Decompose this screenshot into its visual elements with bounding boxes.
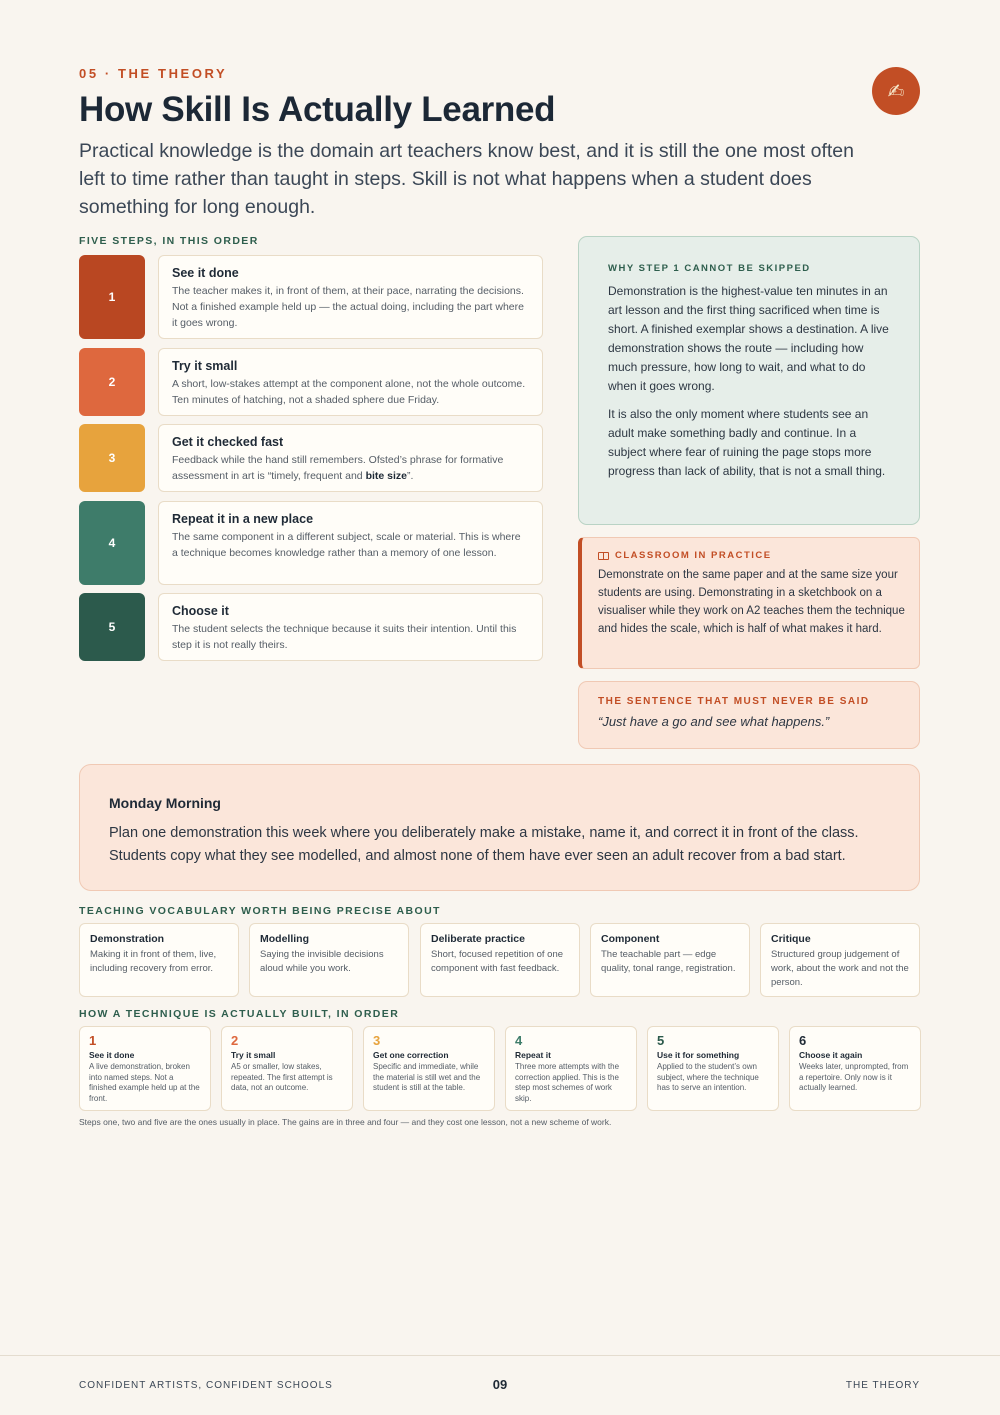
build-step-card	[221, 1026, 353, 1111]
vocab-definition: Saying the invisible decisions aloud while you work.	[260, 949, 384, 974]
never-said-callout	[578, 681, 920, 749]
never-quote: “Just have a go and see what happens.”	[598, 714, 830, 729]
step-title: Get it checked fast	[172, 435, 284, 449]
step-body: The student selects the technique because it suits their intention. Until this step it is not really theirs.	[172, 623, 517, 651]
step-card	[158, 501, 543, 585]
build-label: HOW A TECHNIQUE IS ACTUALLY BUILT, IN ORDER	[79, 1008, 400, 1020]
footer-section-name: THE THEORY	[845, 1380, 920, 1391]
step-card	[158, 424, 543, 492]
build-footnote: Steps one, two and five are the ones usually in place. The gains are in three and four — and they cost one lesson, not a new scheme of work.	[79, 1117, 612, 1127]
monday-morning-box	[79, 764, 920, 891]
step-item	[79, 501, 543, 585]
build-step-title: Repeat it	[515, 1050, 551, 1060]
monday-title: Monday Morning	[109, 795, 221, 811]
vocab-card	[590, 923, 750, 997]
step-body: The same component in a different subject, scale or material. This is where a technique becomes knowledge rather than a memory of one lesson.	[172, 531, 521, 559]
build-step-card	[79, 1026, 211, 1111]
practice-body: Demonstrate on the same paper and at the same size your students are using. Demonstrating in a sketchbook on a visualiser while they work on A2 teaches them the technique and hides the scale, which is half of what makes it hard.	[598, 569, 905, 635]
classroom-practice-callout	[578, 537, 920, 669]
build-step-card	[363, 1026, 495, 1111]
step-card	[158, 255, 543, 339]
step-title: See it done	[172, 266, 239, 280]
vocab-definition: The teachable part — edge quality, tonal range, registration.	[601, 949, 736, 974]
step-item	[79, 593, 543, 661]
build-step-body: A5 or smaller, low stakes, repeated. The first attempt is data, not an outcome.	[231, 1062, 333, 1092]
footer-divider	[0, 1355, 1000, 1356]
build-step-number: 1	[89, 1033, 97, 1048]
why-panel	[578, 236, 920, 525]
step-body	[172, 452, 528, 484]
step-item	[79, 424, 543, 492]
vocab-definition: Structured group judgement of work, about the work and not the person.	[771, 949, 909, 988]
step-card	[158, 593, 543, 661]
build-step-card	[505, 1026, 637, 1111]
build-step-body: Applied to the student’s own subject, where the technique has to serve an intention.	[657, 1062, 759, 1092]
build-step-number: 2	[231, 1033, 239, 1048]
never-label: THE SENTENCE THAT MUST NEVER BE SAID	[598, 696, 870, 707]
build-step-number: 5	[657, 1033, 665, 1048]
build-step-card	[647, 1026, 779, 1111]
build-step-title: Use it for something	[657, 1050, 740, 1060]
intro-paragraph: Practical knowledge is the domain art teachers know best, and it is still the one most often left to time rather than taught in steps. Skill is not what happens when a student does something for long enough.	[79, 140, 854, 218]
step-body-text: Feedback while the hand still remembers. Ofsted’s phrase for formative assessment in art is “timely, frequent and	[172, 454, 504, 482]
vocab-label: TEACHING VOCABULARY WORTH BEING PRECISE ABOUT	[79, 905, 441, 917]
build-step-card	[789, 1026, 921, 1111]
build-step-title: See it done	[89, 1050, 135, 1060]
step-body-text-end: ”.	[407, 470, 414, 482]
section-eyebrow: 05 · THE THEORY	[79, 66, 228, 81]
step-number: 5	[79, 593, 145, 661]
vocab-term: Component	[601, 933, 660, 945]
build-step-body: Three more attempts with the correction applied. This is the step most schemes of work skip.	[515, 1062, 620, 1103]
footer-publication-title: CONFIDENT ARTISTS, CONFIDENT SCHOOLS	[79, 1380, 333, 1391]
vocab-term: Deliberate practice	[431, 933, 525, 945]
step-number: 2	[79, 348, 145, 416]
vocab-card	[420, 923, 580, 997]
build-step-number: 6	[799, 1033, 807, 1048]
step-title: Choose it	[172, 604, 229, 618]
vocab-term: Critique	[771, 933, 811, 945]
step-title: Repeat it in a new place	[172, 512, 314, 526]
build-step-number: 4	[515, 1033, 523, 1048]
step-card	[158, 348, 543, 416]
step-body: A short, low-stakes attempt at the component alone, not the whole outcome. Ten minutes of hatching, not a shaded sphere due Friday.	[172, 378, 526, 406]
build-step-number: 3	[373, 1033, 381, 1048]
step-number: 3	[79, 424, 145, 492]
vocab-definition: Short, focused repetition of one component with fast feedback.	[431, 949, 564, 974]
vocab-term: Demonstration	[90, 933, 165, 945]
step-item	[79, 255, 543, 339]
step-item	[79, 348, 543, 416]
build-step-title: Get one correction	[373, 1050, 449, 1060]
build-step-body: A live demonstration, broken into named steps. Not a finished example held up at the front.	[89, 1062, 200, 1103]
build-step-title: Choose it again	[799, 1050, 863, 1060]
book-icon	[598, 552, 609, 560]
page-title: How Skill Is Actually Learned	[79, 90, 556, 129]
why-label: WHY STEP 1 CANNOT BE SKIPPED	[608, 263, 811, 274]
build-step-body: Weeks later, unprompted, from a repertoire. Only now is it actually learned.	[799, 1062, 909, 1092]
page-number: 09	[492, 1377, 508, 1392]
steps-label: FIVE STEPS, IN THIS ORDER	[79, 235, 259, 247]
step-number: 1	[79, 255, 145, 339]
build-step-title: Try it small	[231, 1050, 276, 1060]
build-step-body: Specific and immediate, while the material is still wet and the student is still at the table.	[373, 1062, 481, 1092]
step-title: Try it small	[172, 359, 238, 373]
monday-body: Plan one demonstration this week where you deliberately make a mistake, name it, and correct it in front of the class. Students copy what they see modelled, and almost none of them have ever seen an adult recover from a bad start.	[109, 825, 859, 864]
step-body: The teacher makes it, in front of them, at their pace, narrating the decisions. Not a finished example held up — the actual doing, including the part where it goes wrong.	[172, 285, 524, 329]
step-number: 4	[79, 501, 145, 585]
vocab-card	[760, 923, 920, 997]
vocab-card	[79, 923, 239, 997]
writing-hand-icon: ✍	[872, 67, 920, 115]
practice-label: CLASSROOM IN PRACTICE	[615, 550, 772, 561]
why-paragraph: It is also the only moment where students see an adult make something badly and continue. In a subject where fear of ruining the page stops more progress than lack of ability, that is not a small thing.	[608, 407, 886, 478]
vocab-definition: Making it in front of them, live, including recovery from error.	[90, 949, 217, 974]
vocab-card	[249, 923, 409, 997]
why-paragraph: Demonstration is the highest-value ten minutes in an art lesson and the first thing sacrificed when time is short. A finished exemplar shows a destination. A live demonstration shows the route — including how much pressure, how long to wait, and what to do when it goes wrong.	[608, 284, 889, 393]
vocab-term: Modelling	[260, 933, 309, 945]
step-body-emphasis: bite size	[365, 470, 407, 482]
